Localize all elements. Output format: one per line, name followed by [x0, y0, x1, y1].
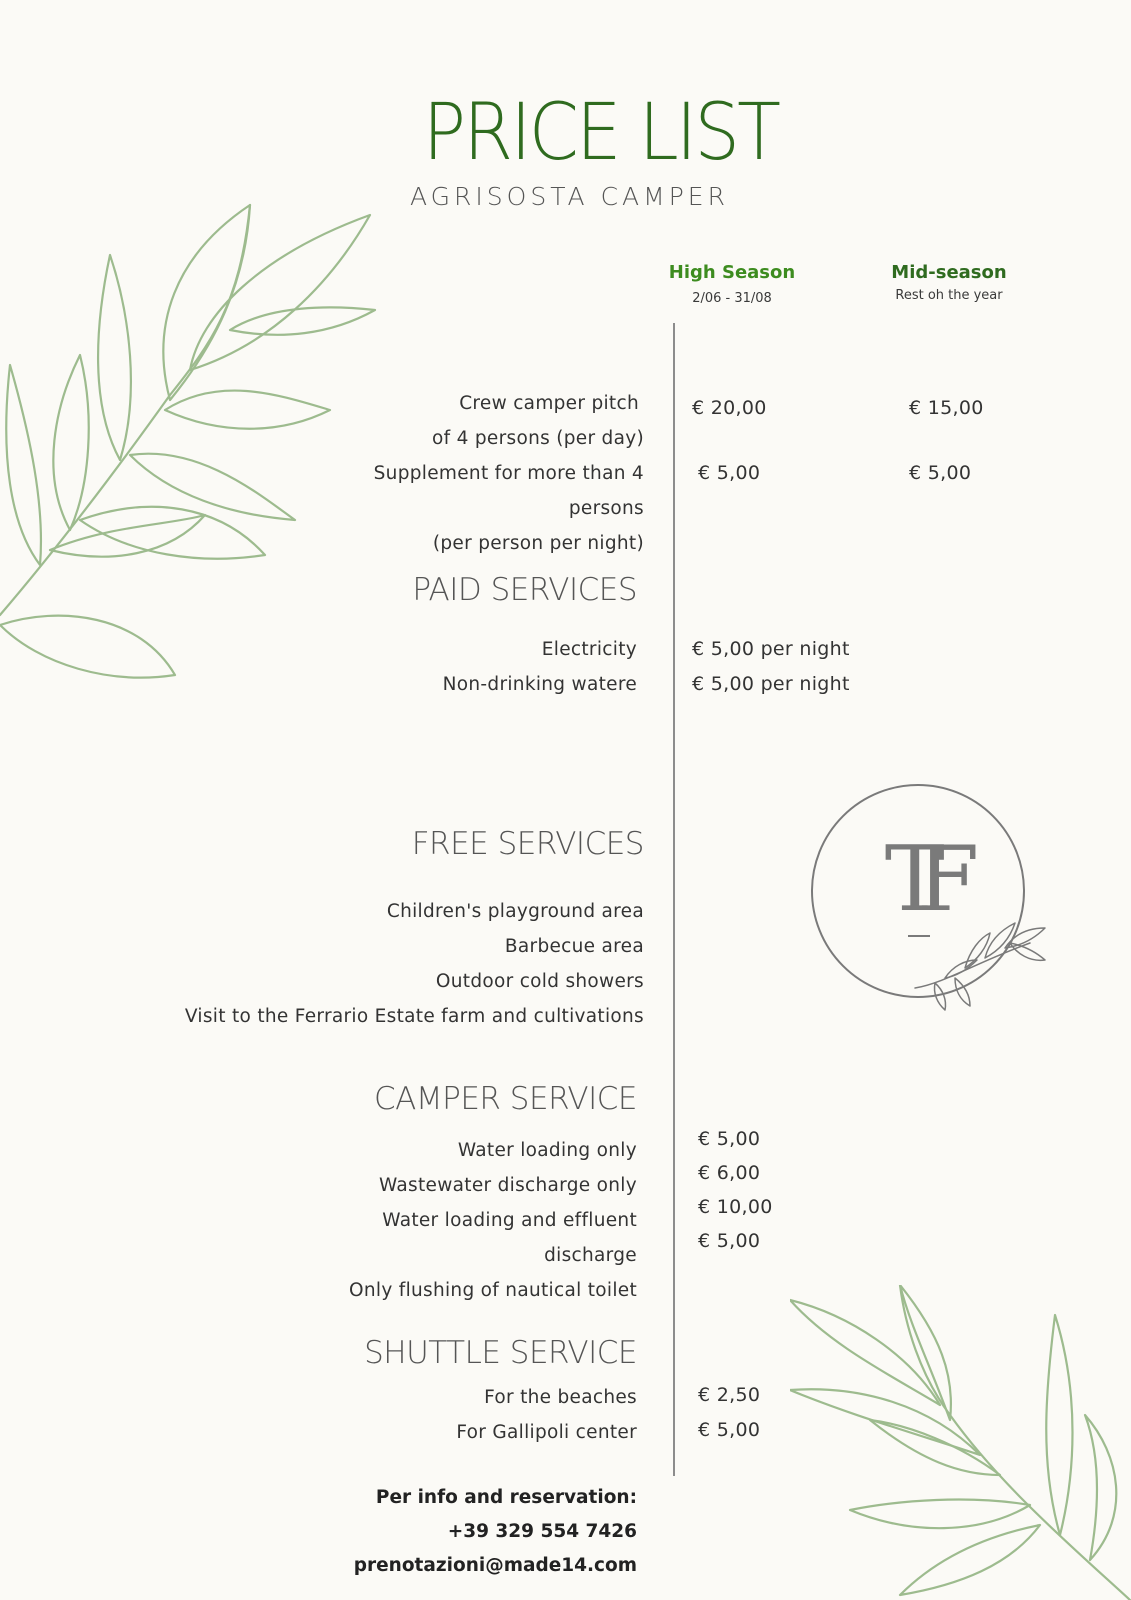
contact-block	[300, 1481, 637, 1583]
camper-service-item: Water loading and effluent	[382, 1210, 637, 1231]
paid-services-list	[300, 632, 637, 702]
contact-heading: Per info and reservation:	[375, 1487, 637, 1508]
shuttle-service-item: For the beaches	[484, 1387, 637, 1408]
camper-service-price: € 5,00	[698, 1128, 761, 1150]
mid-season-label: Mid-season	[891, 262, 1007, 283]
paid-service-price: € 5,00 per night	[692, 638, 850, 660]
shuttle-service-price: € 2,50	[698, 1384, 761, 1406]
paid-service-item: Electricity	[541, 639, 637, 660]
page-subtitle: AGRISOSTA CAMPER	[410, 182, 729, 211]
mid-season-dates: Rest oh the year	[895, 288, 1003, 303]
paid-service-item: Non-drinking watere	[442, 674, 637, 695]
pitch-line: Crew camper pitch	[459, 393, 639, 414]
free-service-item: Outdoor cold showers	[435, 971, 644, 992]
pitch-line: of 4 persons (per day)	[432, 428, 644, 449]
pitch-price-high: € 20,00	[692, 397, 767, 419]
shuttle-service-list	[300, 1380, 637, 1450]
camper-service-item: Water loading only	[457, 1140, 637, 1161]
shuttle-service-item: For Gallipoli center	[456, 1422, 637, 1443]
camper-service-price: € 6,00	[698, 1162, 761, 1184]
page-title: PRICE LIST	[422, 88, 779, 178]
camper-service-list	[300, 1133, 637, 1308]
logo-leaf-sprig	[915, 923, 1045, 1010]
free-service-item: Children's playground area	[386, 901, 644, 922]
contact-email[interactable]: prenotazioni@made14.com	[353, 1555, 637, 1576]
tf-monogram-logo	[805, 778, 1055, 1028]
pitch-price-mid: € 15,00	[909, 397, 984, 419]
vertical-divider	[673, 323, 675, 1476]
shuttle-service-prices	[698, 1378, 760, 1448]
supplement-price-mid: € 5,00	[909, 462, 972, 484]
supplement-price-high: € 5,00	[698, 462, 761, 484]
camper-service-item: Only flushing of nautical toilet	[349, 1280, 637, 1301]
high-season-label: High Season	[668, 262, 796, 283]
paid-service-price: € 5,00 per night	[692, 673, 850, 695]
supplement-line: (per person per night)	[432, 533, 644, 554]
column-mid-season	[869, 262, 1029, 303]
free-service-item: Visit to the Ferrario Estate farm and cultivations	[184, 1006, 644, 1027]
camper-service-heading: CAMPER SERVICE	[374, 1081, 637, 1117]
column-high-season	[652, 262, 812, 306]
camper-service-prices	[698, 1122, 773, 1258]
paid-services-heading: PAID SERVICES	[412, 572, 637, 608]
free-services-list	[150, 894, 644, 1034]
camper-service-item: discharge	[544, 1245, 637, 1266]
free-service-item: Barbecue area	[504, 936, 644, 957]
leaf-branch-bottom-right	[790, 1285, 1131, 1600]
supplement-line: Supplement for more than 4	[373, 463, 644, 484]
camper-service-item: Wastewater discharge only	[379, 1175, 637, 1196]
free-services-heading: FREE SERVICES	[411, 826, 644, 862]
shuttle-service-heading: SHUTTLE SERVICE	[364, 1335, 637, 1371]
high-season-dates: 2/06 - 31/08	[692, 291, 772, 306]
paid-services-prices	[692, 632, 850, 702]
contact-phone[interactable]: +39 329 554 7426	[447, 1521, 637, 1542]
camper-service-price: € 5,00	[698, 1230, 761, 1252]
supplement-line: persons	[568, 498, 644, 519]
camper-service-price: € 10,00	[698, 1196, 773, 1218]
pitch-description	[300, 386, 644, 561]
logo-monogram-text: TF	[884, 827, 952, 932]
shuttle-service-price: € 5,00	[698, 1419, 761, 1441]
